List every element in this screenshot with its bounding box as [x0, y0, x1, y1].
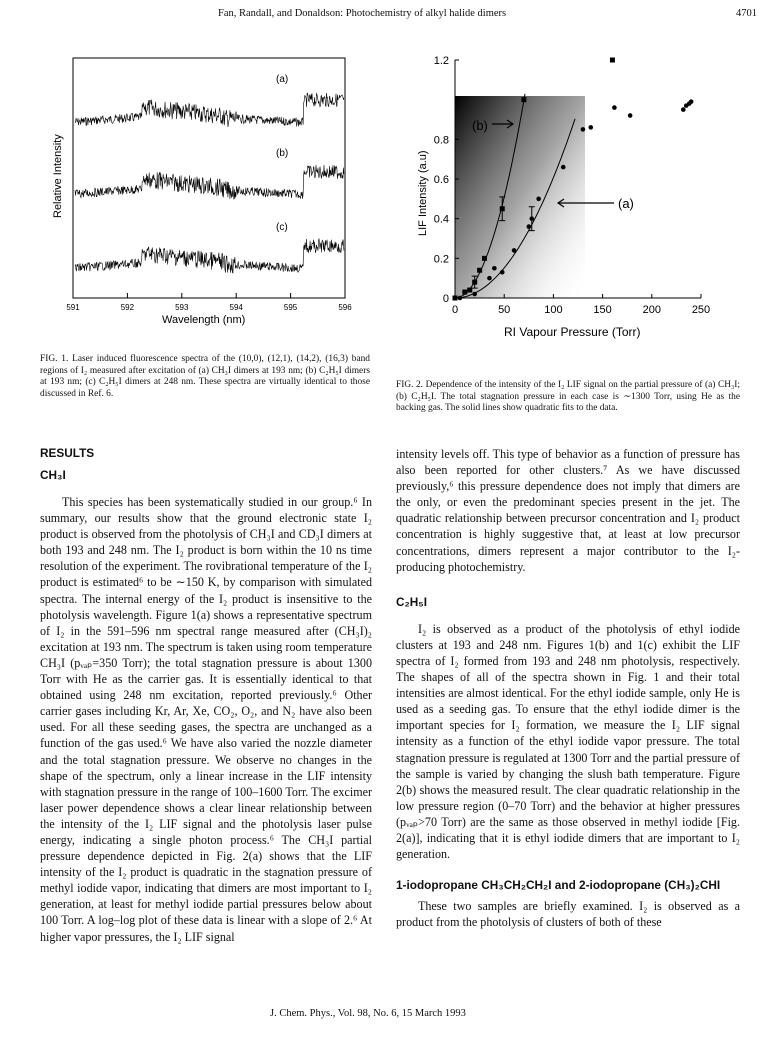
fig1-traces — [75, 93, 344, 273]
fig2-ytick-label: 0.8 — [433, 134, 449, 147]
c2h5i-heading: C₂H₅I — [396, 594, 427, 609]
fig2-point-(a) — [561, 165, 566, 170]
fig2-xtick-label: 0 — [451, 304, 459, 316]
fig1-xtick-label: 593 — [175, 303, 189, 312]
fig2-xtick-label: 250 — [691, 304, 711, 316]
fig2-ytick-label: 0.2 — [433, 253, 449, 266]
fig2-point-outlier — [610, 58, 615, 63]
fig2-point-(a) — [487, 276, 492, 281]
fig2-ytick-label: 0.6 — [433, 174, 449, 186]
fig2-xtick-label: 100 — [544, 304, 563, 316]
fig2-point-(a) — [689, 99, 694, 104]
ch3i-heading: CH₃I — [40, 468, 66, 482]
fig2-point-(a) — [581, 127, 586, 132]
fig2-point-(a) — [536, 197, 541, 202]
fig1-xtick-label: 596 — [338, 303, 352, 312]
fig1-trace-label-b: (b) — [276, 148, 289, 159]
figure-2-chart — [406, 48, 746, 348]
fig1-xtick-label: 591 — [66, 303, 80, 312]
fig2-ytick-label: 0.4 — [433, 213, 449, 226]
right-paragraph-2: I₂ is observed as a product of the photolysis of ethyl iodide clusters at 193 and 248 nm. Figures 1(b) and 1(c) exhibit the LIF spectra of I₂ formed from 193 and 248 nm photolysis, respectively. The shapes of all of the spectra shown in Fig. 1 and their total intensities are almost identical. For the ethyl iodide sample, only He is used as a seeding gas. To ensure that the ethyl iodide dimer is the important species for I₂ formation, we measure the I₂ LIF signal intensity as a function of the ethyl iodide vapor pressure. The total stagnation pressure is regulated at 1300 Torr and the partial pressure of the sample is varied by changing the slush bath temperature. Figure 2(b) shows the measured result. The clear quadratic relationship in the low pressure region (0–70 Torr) and the behavior at higher pressures (pᵥₐₚ>70 Torr) are the same as those observed in methyl iodide [Fig. 2(a)], indicating that it is ethyl iodide dimers that are important to I₂ generation. — [396, 621, 740, 862]
fig2-point-(a) — [628, 113, 633, 118]
fig2-point-(b) — [521, 97, 526, 102]
fig2-point-(a) — [527, 224, 532, 229]
fig2-point-(a) — [492, 266, 497, 271]
fig1-xlabel: Wavelength (nm) — [162, 314, 246, 326]
fig2-point-(a) — [472, 292, 477, 297]
fig2-point-(a) — [500, 270, 505, 275]
fig2-xtick-label: 200 — [642, 304, 661, 316]
fig1-trace-(b) — [75, 165, 344, 200]
fig2-ytick-label: 1.2 — [433, 55, 449, 67]
fig2-point-(a) — [453, 296, 458, 301]
fig2-point-(a) — [681, 107, 686, 112]
fig2-point-(b) — [482, 256, 487, 261]
fig2-point-(a) — [612, 105, 617, 110]
figure-2-caption: FIG. 2. Dependence of the intensity of the I₂ LIF signal on the partial pressure of (a) CH₃I; (b) C₂H₅I. The total stagnation pressure in each case is ∼1300 Torr, using He as the backing gas. The solid lines show quadratic fits to the data. — [396, 380, 740, 413]
running-header: Fan, Randall, and Donaldson: Photochemistry of alkyl halide dimers — [218, 8, 507, 19]
fig2-point-(a) — [512, 248, 517, 253]
fig1-xtick-label: 592 — [120, 303, 135, 312]
fig2-ylabel: LIF Intensity (a.u) — [417, 150, 429, 236]
left-column — [40, 446, 372, 945]
fig2-xtick-label: 150 — [593, 304, 612, 316]
fig2-point-(a) — [588, 125, 593, 130]
fig1-trace-(c) — [75, 239, 344, 273]
fig2-point-(b) — [462, 290, 467, 295]
fig2-label-a: (a) — [618, 196, 634, 211]
ch3i-paragraph: This species has been systematically studied in our group.⁶ In summary, our results show that the ground electronic state I₂ product is observed from the photolysis of CH₃I and CD₃I dimers at both 193 and 248 nm. The I₂ product is born within the 10 ns time resolution of the experiment. The rovibrational temperature of the I₂ product is estimated⁶ to be ∼150 K, by comparison with simulated spectra. The internal energy of the I₂ product is insensitive to the photolysis wavelength. Figure 1(a) shows a representative spectrum of I₂ in the 591–596 nm spectral range measured after (CH₃I)₂ excitation at 193 nm. The spectrum is taken using room temperature CH₃I (pᵥₐₚ=350 Torr); the total stagnation pressure is about 1300 Torr with He as the carrier gas. It is essentially identical to that obtained using 248 nm excitation, reported previously.⁶ Other carrier gases including Kr, Ar, Xe, CO₂, O₂, and N₂ have also been used. For all these seeding gases, the spectra are unchanged as a function of the gas used.⁶ We have also varied the nozzle diameter and the total stagnation pressure. We observe no changes in the shape of the spectrum, only a linear increase in the LIF intensity with stagnation pressure in the range of 100–1600 Torr. The excimer laser power dependence shows a clear linear relationship between the intensity of the I₂ LIF signal and the photolysis laser pulse energy, indicating a single photon process.⁶ The CH₃I partial pressure dependence depicted in Fig. 2(a) shows that the LIF intensity of the I₂ product is quadratic in the stagnation pressure of methyl iodide vapor, indicating that dimers are most important to I₂ generation, at least for methyl iodide partial pressures below about 100 Torr. A log–log plot of these data is linear with a slope of 2.⁶ At higher vapor pressures, the I₂ LIF signal — [40, 495, 372, 944]
fig1-trace-label-a: (a) — [276, 74, 289, 85]
fig1-xtick-label: 594 — [229, 303, 243, 312]
fig1-ylabel: Relative Intensity — [52, 134, 64, 218]
fig2-xtick-label: 50 — [498, 304, 511, 316]
fig1-ticks — [66, 293, 352, 312]
right-paragraph-1: intensity levels off. This type of behavior as a function of pressure has also been reported for other clusters.⁷ As we have discussed previously,⁶ this pressure dependence does not imply that dimers are the only, or even the predominant species present in the jet. The quadratic relationship between precursor concentration and I₂ product concentration is highly suggestive that, at least at low precursor concentrations, dimers represent a major contributor to the I₂-producing photochemistry. — [396, 447, 740, 574]
figure-1-spectra — [48, 52, 368, 332]
fig1-xtick-label: 595 — [283, 303, 298, 312]
fig1-trace-label-c: (c) — [276, 222, 288, 233]
fig1-trace-(a) — [75, 93, 344, 127]
fig2-xlabel: RI Vapour Pressure (Torr) — [504, 325, 641, 339]
fig2-ytick-label: 0 — [442, 293, 449, 305]
fig2-point-(a) — [458, 296, 463, 301]
iodopropane-heading: 1-iodopropane CH₃CH₂CH₂I and 2-iodopropane (CH₃)₂CHI — [396, 878, 721, 893]
figure-1-caption: FIG. 1. Laser induced fluorescence spectra of the (10,0), (12,1), (14,2), (16,3) band regions of I₂ measured after excitation of (a) CH₃I dimers at 193 nm; (b) C₂H₅I dimers at 193 nm; (c) C₂H₅I dimers at 248 nm. These spectra are virtually identical to those discussed in Ref. 6. — [40, 354, 370, 399]
fig2-label-b: (b) — [472, 118, 488, 133]
fig2-point-(b) — [467, 288, 472, 293]
journal-footer: J. Chem. Phys., Vol. 98, No. 6, 15 March 1993 — [270, 1008, 466, 1019]
right-paragraph-3: These two samples are briefly examined. I₂ is observed as a product from the photolysis of clusters of both of these — [396, 899, 740, 930]
fig2-point-(b) — [477, 268, 482, 273]
page-number: 4701 — [736, 8, 757, 19]
right-column — [396, 446, 740, 930]
results-heading: RESULTS — [40, 446, 95, 460]
